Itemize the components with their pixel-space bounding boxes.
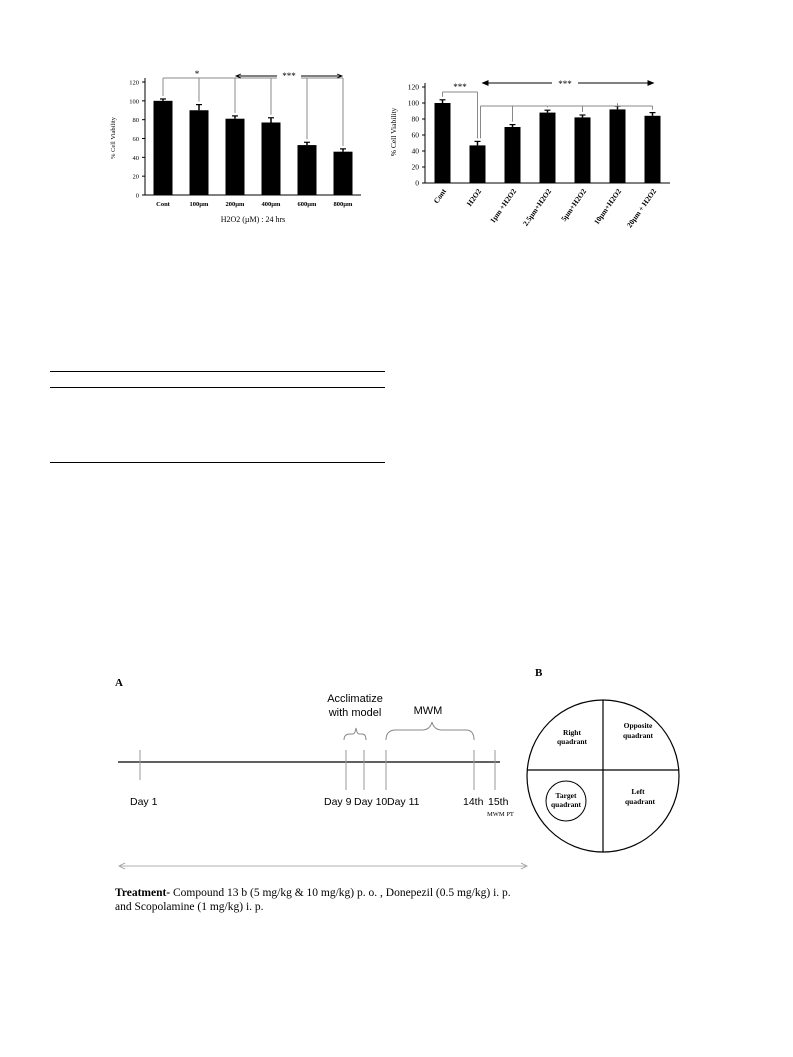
significance-star: *** xyxy=(282,71,296,81)
bar xyxy=(540,113,556,183)
bar xyxy=(226,119,245,195)
x-tick-label: 2.5µm+H2O2 xyxy=(520,186,554,228)
treatment-line2: and Scopolamine (1 mg/kg) i. p. xyxy=(115,901,264,913)
arrow-head-right xyxy=(648,81,654,86)
table-rule-bottom xyxy=(50,462,385,463)
label-15th: 15th xyxy=(488,796,509,808)
y-tick-label: 40 xyxy=(411,146,419,156)
label-day11: Day 11 xyxy=(387,796,420,808)
x-tick-label: H2O2 xyxy=(464,186,484,208)
y-tick-label: 20 xyxy=(411,162,419,172)
bar xyxy=(190,110,209,195)
y-tick-label: 0 xyxy=(415,178,419,188)
bar xyxy=(470,145,486,183)
bar xyxy=(505,127,521,183)
arrow-head-left xyxy=(483,81,489,86)
cell-viability-treatment-chart xyxy=(388,74,678,239)
bar xyxy=(610,109,626,183)
significance-star: * xyxy=(194,70,200,79)
cell-viability-dose-chart xyxy=(105,70,385,235)
y-tick-label: 0 xyxy=(135,192,139,200)
left-quadrant-label-1: Left xyxy=(631,787,645,796)
opposite-quadrant-label-2: quadrant xyxy=(622,731,654,740)
panel-a-label: A xyxy=(115,677,123,689)
significance-star: *** xyxy=(558,79,572,89)
mwm-brace xyxy=(386,722,474,740)
label-mwm-pt: MWM PT xyxy=(487,811,514,818)
acclimatize-label-2: with model xyxy=(328,707,382,719)
x-tick-label: 400µm xyxy=(261,201,281,208)
bar xyxy=(435,103,451,183)
treatment-caption xyxy=(115,886,511,914)
left-quadrant-label-2: quadrant xyxy=(624,797,656,806)
acclimatize-label-1: Acclimatize xyxy=(327,693,383,705)
y-tick-label: 120 xyxy=(407,82,419,92)
treatment-line1: Compound 13 b (5 mg/kg & 10 mg/kg) p. o. , Donepezil (0.5 mg/kg) i. p. xyxy=(170,887,511,899)
y-tick-label: 100 xyxy=(407,98,419,108)
bar xyxy=(262,122,281,195)
label-day10: Day 10 xyxy=(354,796,388,808)
significance-star: *** xyxy=(453,82,467,92)
treatment-label: Treatment- xyxy=(115,887,171,899)
x-tick-label: 1µm +H2O2 xyxy=(488,186,519,225)
y-axis-label: % Cell Viability xyxy=(389,107,398,157)
mwm-label: MWM xyxy=(413,705,443,717)
right-quadrant-label-1: Right xyxy=(563,728,581,737)
x-tick-label: 800µm xyxy=(333,201,353,208)
x-tick-label: Cont xyxy=(431,186,449,206)
table-rule-top xyxy=(50,371,385,372)
right-quadrant-label-2: quadrant xyxy=(556,737,588,746)
x-tick-label: Cont xyxy=(156,201,170,208)
x-tick-label: 5µm+H2O2 xyxy=(559,186,589,224)
opposite-quadrant-label-1: Opposite xyxy=(623,721,653,730)
x-tick-label: 10µm+H2O2 xyxy=(591,186,624,227)
y-axis-label: % Cell Viability xyxy=(110,116,117,160)
y-tick-label: 80 xyxy=(411,114,419,124)
y-tick-label: 100 xyxy=(129,98,139,106)
y-tick-label: 120 xyxy=(129,79,139,87)
experimental-timeline-figure xyxy=(110,662,690,922)
bar xyxy=(298,145,317,195)
y-tick-label: 60 xyxy=(411,130,419,140)
table-rule-header xyxy=(50,387,385,388)
bar xyxy=(334,152,353,195)
target-quadrant-label-1: Target xyxy=(555,791,577,800)
bar xyxy=(575,117,591,183)
bar xyxy=(154,101,173,195)
label-14th: 14th xyxy=(463,796,484,808)
label-day1: Day 1 xyxy=(130,796,158,808)
panel-b-label: B xyxy=(535,667,543,679)
x-tick-label: 100µm xyxy=(189,201,209,208)
y-tick-label: 60 xyxy=(132,136,139,143)
x-axis-label: H2O2 (µM) : 24 hrs xyxy=(220,215,286,224)
y-tick-label: 20 xyxy=(132,173,139,181)
x-tick-label: 20µm + H2O2 xyxy=(624,186,659,230)
acclimatize-brace xyxy=(344,728,366,740)
x-tick-label: 200µm xyxy=(225,201,245,208)
x-tick-label: 600µm xyxy=(297,201,317,208)
y-tick-label: 40 xyxy=(132,154,139,162)
bar xyxy=(645,116,661,183)
label-day9: Day 9 xyxy=(324,796,352,808)
y-tick-label: 80 xyxy=(132,117,139,125)
target-quadrant-label-2: quadrant xyxy=(550,800,582,809)
